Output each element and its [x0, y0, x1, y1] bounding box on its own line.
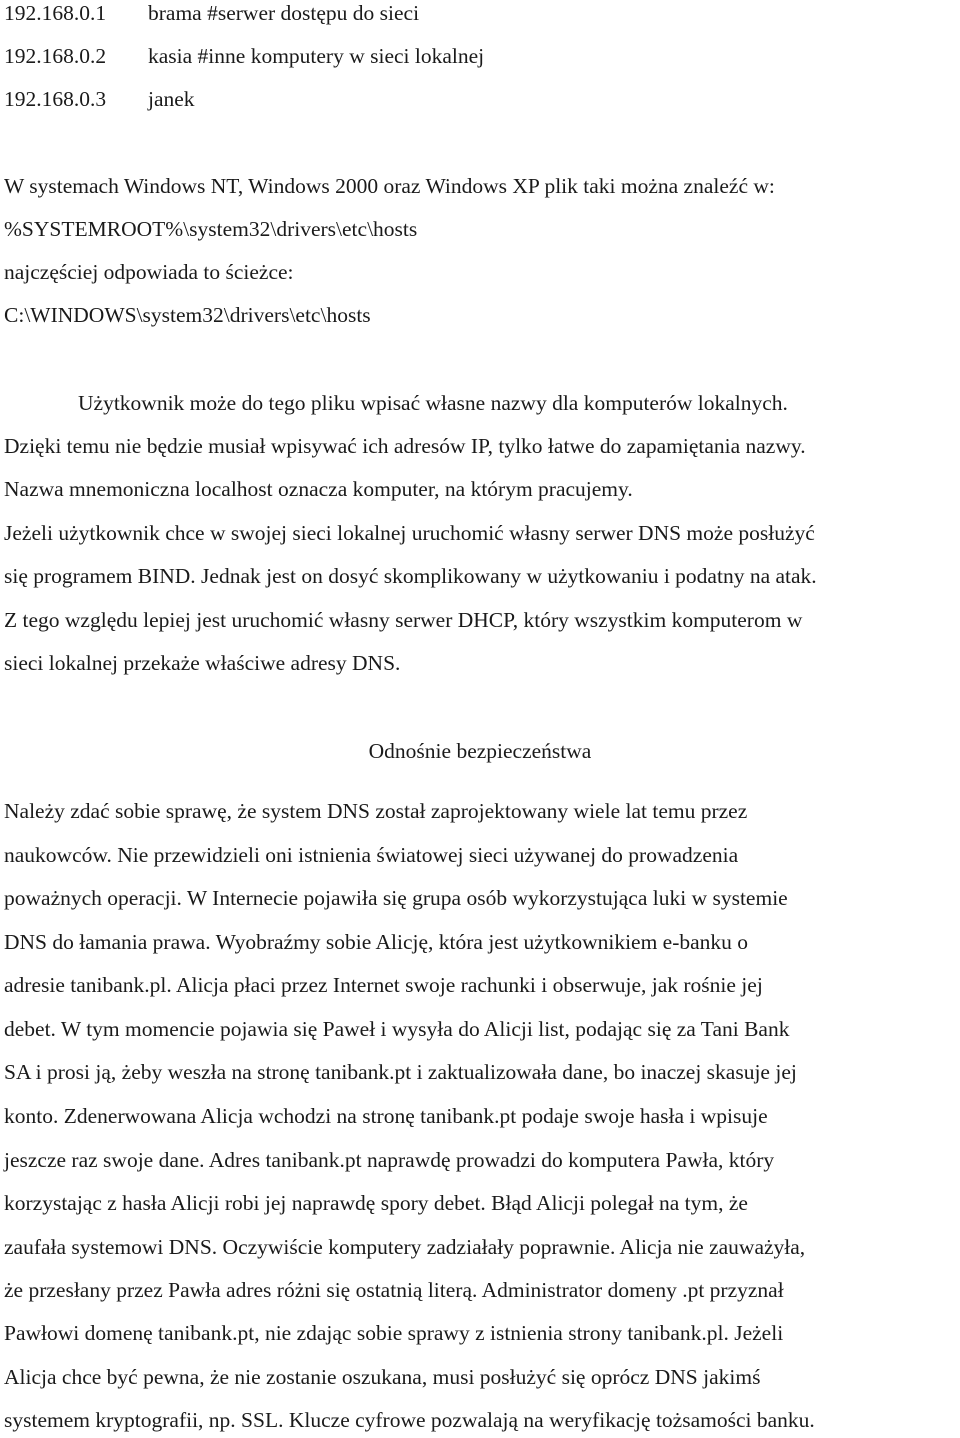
paragraph-line: poważnych operacji. W Internecie pojawiła się grupa osób wykorzystująca luki w systemie	[4, 886, 788, 910]
host-ip: 192.168.0.3	[4, 87, 107, 111]
path-line: C:\WINDOWS\system32\drivers\etc\hosts	[4, 303, 371, 327]
text-line: najczęściej odpowiada to ścieżce:	[4, 260, 294, 284]
section-heading: Odnośnie bezpieczeństwa	[368, 739, 592, 763]
host-name: janek	[148, 87, 195, 111]
paragraph-line: debet. W tym momencie pojawia się Paweł i wysyła do Alicji list, podając się za Tani Bank	[4, 1017, 790, 1041]
host-name: kasia #inne komputery w sieci lokalnej	[148, 44, 485, 68]
host-ip: 192.168.0.2	[4, 44, 107, 68]
paragraph-line: że przesłany przez Pawła adres różni się ostatnią literą. Administrator domeny .pt przyznał	[4, 1278, 784, 1302]
paragraph-line: Użytkownik może do tego pliku wpisać własne nazwy dla komputerów lokalnych.	[78, 391, 788, 415]
paragraph-line: adresie tanibank.pl. Alicja płaci przez Internet swoje rachunki i obserwuje, jak rośnie jej	[4, 973, 763, 997]
paragraph-line: korzystając z hasła Alicji robi jej naprawdę spory debet. Błąd Alicji polegał na tym, że	[4, 1191, 748, 1215]
host-ip: 192.168.0.1	[4, 1, 107, 25]
paragraph-line: zaufała systemowi DNS. Oczywiście komputery zadziałały poprawnie. Alicja nie zauważyła,	[4, 1235, 806, 1259]
path-line: %SYSTEMROOT%\system32\drivers\etc\hosts	[4, 217, 418, 241]
paragraph-line: DNS do łamania prawa. Wyobraźmy sobie Alicję, która jest użytkownikiem e-banku o	[4, 930, 749, 954]
paragraph-line: systemem kryptografii, np. SSL. Klucze cyfrowe pozwalają na weryfikację tożsamości banku.	[4, 1408, 815, 1432]
paragraph-line: Z tego względu lepiej jest uruchomić własny serwer DHCP, który wszystkim komputerom w	[4, 608, 803, 632]
paragraph-line: Pawłowi domenę tanibank.pt, nie zdając sobie sprawy z istnienia strony tanibank.pl. Jeżeli	[4, 1321, 784, 1345]
paragraph-line: Alicja chce być pewna, że nie zostanie oszukana, musi posłużyć się oprócz DNS jakimś	[4, 1365, 761, 1389]
paragraph-line: sieci lokalnej przekaże właściwe adresy DNS.	[4, 651, 401, 675]
text-line: W systemach Windows NT, Windows 2000 oraz Windows XP plik taki można znaleźć w:	[4, 174, 775, 198]
paragraph-line: się programem BIND. Jednak jest on dosyć skomplikowany w użytkowaniu i podatny na atak.	[4, 564, 817, 588]
paragraph-line: SA i prosi ją, żeby weszła na stronę tanibank.pt i zaktualizowała dane, bo inaczej skasuje jej	[4, 1060, 797, 1084]
host-name: brama #serwer dostępu do sieci	[148, 1, 420, 25]
paragraph-line: Nazwa mnemoniczna localhost oznacza komputer, na którym pracujemy.	[4, 477, 633, 501]
paragraph-line: konto. Zdenerwowana Alicja wchodzi na stronę tanibank.pt podaje swoje hasła i wpisuje	[4, 1104, 768, 1128]
paragraph-line: naukowców. Nie przewidzieli oni istnienia światowej sieci używanej do prowadzenia	[4, 843, 739, 867]
paragraph-line: jeszcze raz swoje dane. Adres tanibank.pt naprawdę prowadzi do komputera Pawła, który	[4, 1148, 775, 1172]
paragraph-line: Jeżeli użytkownik chce w swojej sieci lokalnej uruchomić własny serwer DNS może posłużyć	[4, 521, 815, 545]
paragraph-line: Dzięki temu nie będzie musiał wpisywać ich adresów IP, tylko łatwe do zapamiętania nazwy.	[4, 434, 806, 458]
paragraph-line: Należy zdać sobie sprawę, że system DNS został zaprojektowany wiele lat temu przez	[4, 799, 748, 823]
